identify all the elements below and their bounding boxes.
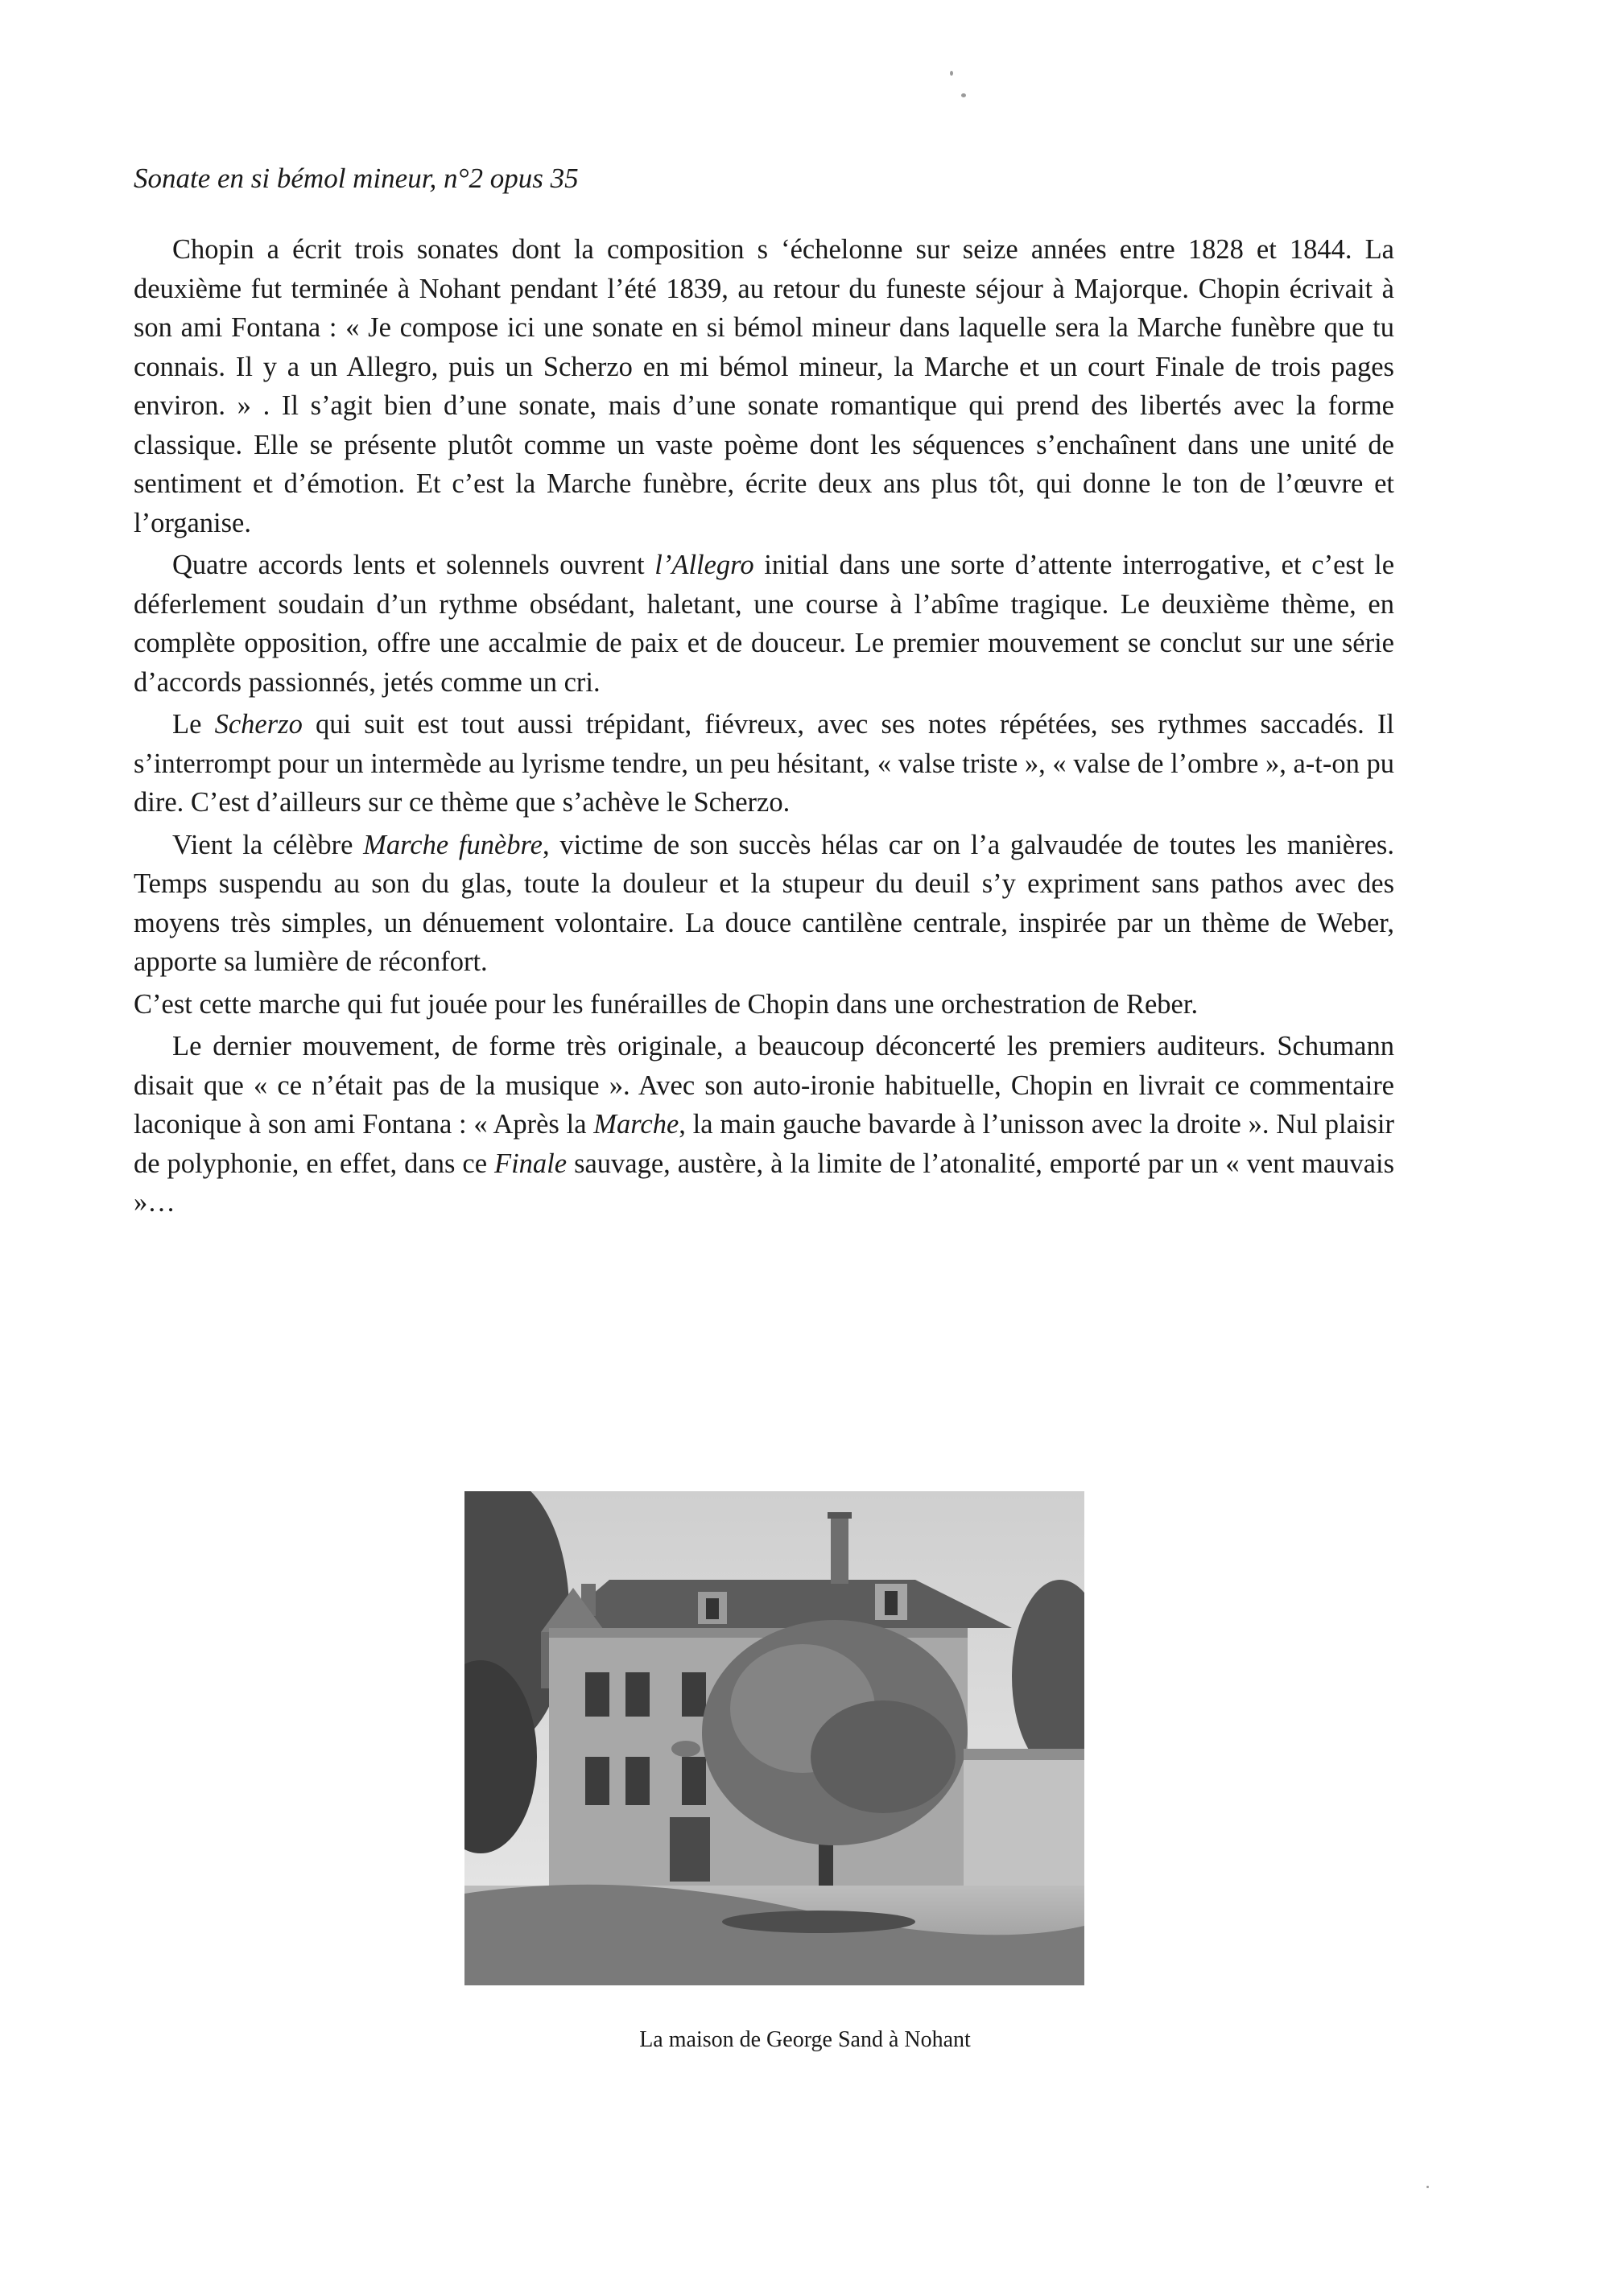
text-run: , la main gauche bavarde à l’unisson avec la droite ». Nul plaisir de polyphonie, en effet, dans ce xyxy=(134,1109,1394,1179)
text-run: qui suit est tout aussi trépidant, fiévreux, avec ses notes répétées, ses rythmes saccadés. Il s’interrompt pour un intermède au lyrisme tendre, un peu hésitant, « valse triste », « valse de l’ombre », a-t-on pu dire. C’est d’ailleurs sur ce thème que s’achève le Scherzo. xyxy=(134,709,1395,818)
paragraph-funerailles xyxy=(134,985,1394,1024)
page-title: Sonate en si bémol mineur, n°2 opus 35 xyxy=(134,163,579,194)
body-text xyxy=(134,230,1394,1226)
text-run: Le dernier mouvement, de forme très originale, a beaucoup déconcerté les premiers auditeurs. Schumann disait que « ce n’était pas de la musique ». Avec son auto-ironie habituelle, Chopin en livrait ce commentaire laconique à son ami Fontana : « Après la xyxy=(134,1031,1394,1140)
text-run: , victime de son succès hélas car on l’a galvaudée de toutes les manières. Temps suspendu au son du glas, toute la douleur et la stupeur du deuil s’y expriment sans pathos avec des moyens très simples, un dénuement volontaire. La douce cantilène centrale, inspirée par un thème de Weber, apporte sa lumière de réconfort. xyxy=(134,829,1394,977)
scan-speck xyxy=(950,71,953,76)
text-run: Chopin a écrit trois sonates dont la composition s ‘échelonne sur seize années entre 1828 et 1844. La deuxième fut terminée à Nohant pendant l’été 1839, au retour du funeste séjour à Majorque. Chopin écrivait à son ami Fontana : « Je compose ici une sonate en si bémol mineur dans laquelle sera la Marche funèbre que tu connais. Il y a un Allegro, puis un Scherzo en mi bémol mineur, la Marche et un court Finale de trois pages environ. » . Il s’agit bien d’une sonate, mais d’une sonate romantique qui prend des libertés avec la forme classique. Elle se présente plutôt comme un vaste poème dont les séquences s’enchaînent dans une unité de sentiment et d’émotion. Et c’est la Marche funèbre, écrite deux ans plus tôt, qui donne le ton de l’œuvre et l’organise. xyxy=(134,234,1394,538)
italic-run: Marche xyxy=(593,1109,679,1140)
text-run: Vient la célèbre xyxy=(172,829,364,860)
text-run: C’est cette marche qui fut jouée pour les funérailles de Chopin dans une orchestration de Reber. xyxy=(134,988,1199,1020)
text-run: sauvage, austère, à la limite de l’atonalité, emporté par un « vent mauvais »… xyxy=(134,1148,1395,1218)
paragraph-allegro xyxy=(134,546,1394,702)
paragraph-scherzo xyxy=(134,705,1394,822)
photo-caption: La maison de George Sand à Nohant xyxy=(639,2027,971,2052)
paragraph-finale xyxy=(134,1027,1394,1222)
paragraph-marche-funebre xyxy=(134,826,1394,982)
italic-run: l’Allegro xyxy=(654,550,754,580)
italic-run: Finale xyxy=(494,1148,568,1179)
text-run: Quatre accords lents et solennels ouvrent xyxy=(172,550,655,580)
scan-speck xyxy=(961,93,966,97)
house-photo xyxy=(464,1491,1084,1985)
scan-speck xyxy=(1426,2186,1429,2188)
text-run: initial dans une sorte d’attente interrogative, et c’est le déferlement soudain d’un rythme obsédant, haletant, une course à l’abîme tragique. Le deuxième thème, en complète opposition, offre une accalmie de paix et de douceur. Le premier mouvement se conclut sur une série d’accords passionnés, jetés comme un cri. xyxy=(134,550,1395,698)
text-run: Le xyxy=(172,709,215,740)
italic-run: Marche funèbre xyxy=(363,829,543,860)
italic-run: Scherzo xyxy=(214,709,303,740)
paragraph-intro xyxy=(134,230,1394,542)
